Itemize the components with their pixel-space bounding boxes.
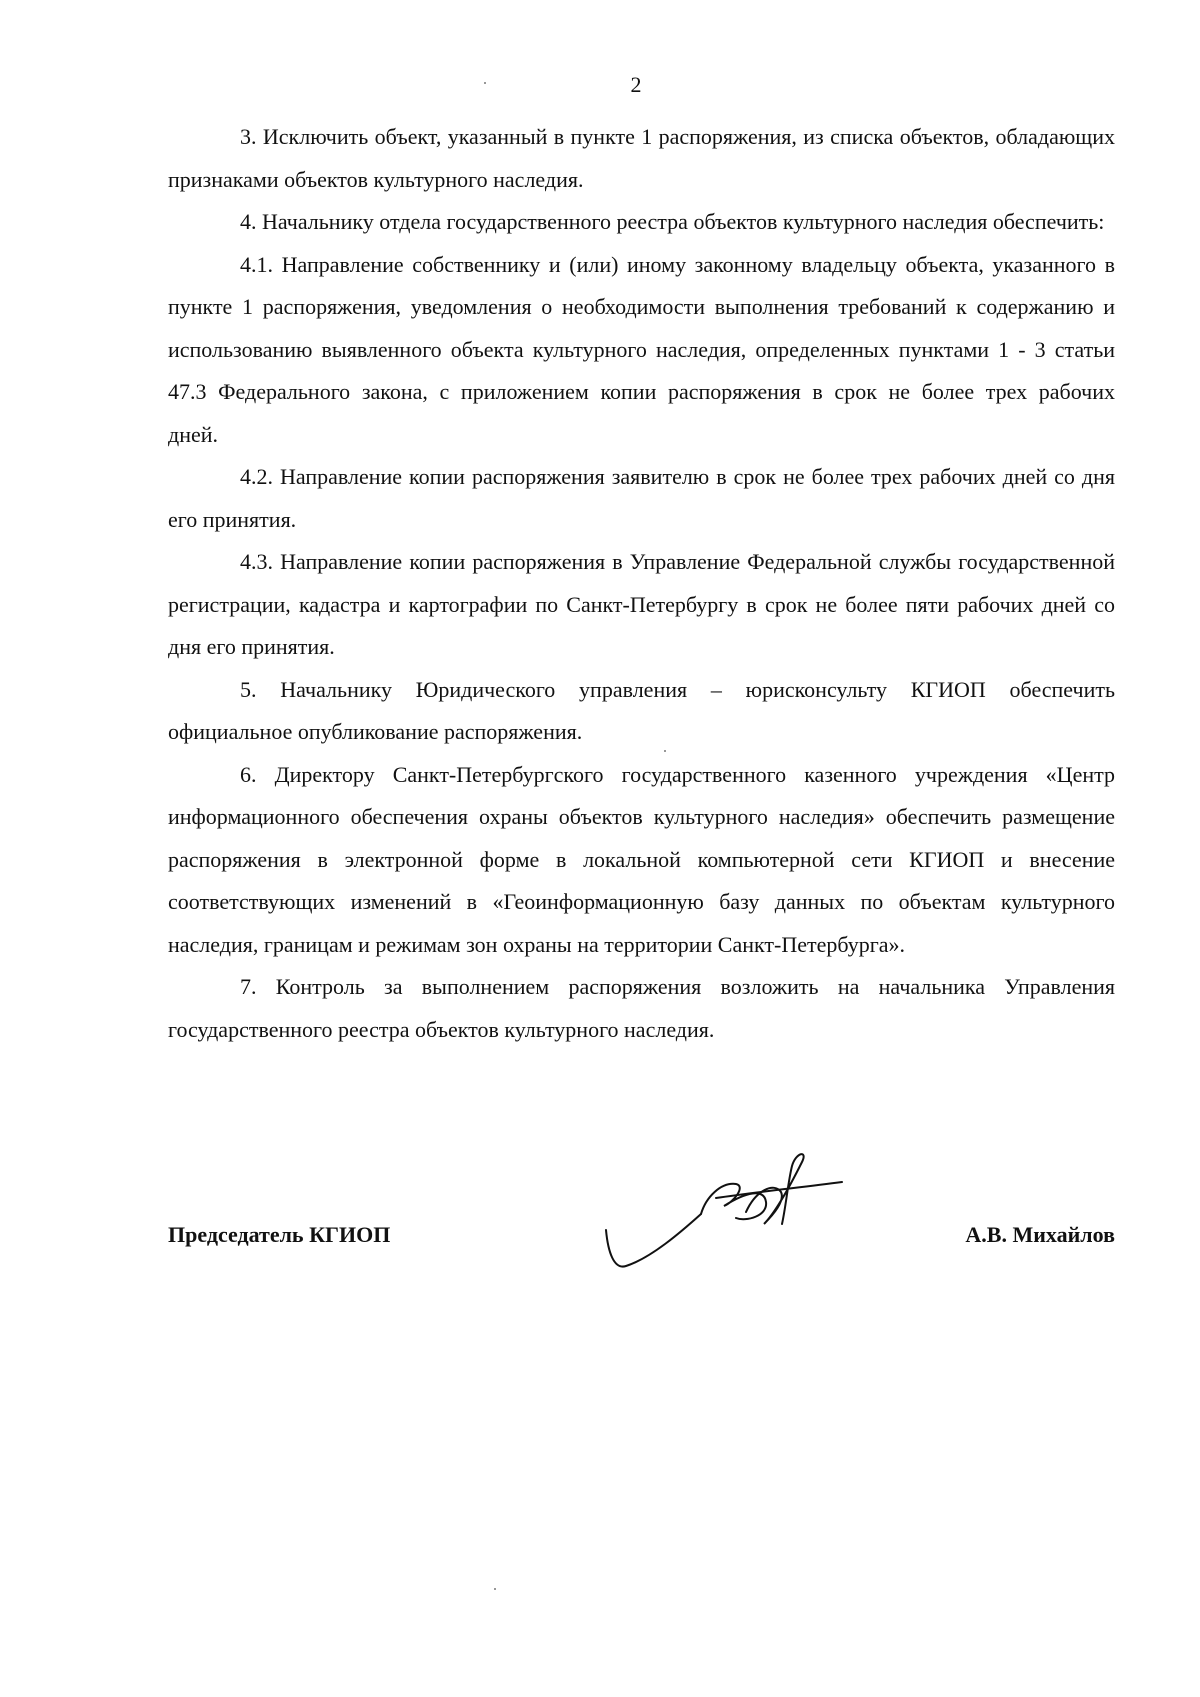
paragraph-4-3: 4.3. Направление копии распоряжения в Управление Федеральной службы государственной регистрации, кадастра и картографии по Санкт-Петербургу в срок не более пяти рабочих дней со дня его принятия. (168, 549, 1115, 659)
signer-title: Председатель КГИОП (168, 1222, 391, 1247)
page-number: 2 (630, 72, 642, 97)
paragraph-4: 4. Начальнику отдела государственного реестра объектов культурного наследия обеспечить: (240, 209, 1105, 234)
signature-block (168, 1190, 1115, 1310)
paragraph-4-2: 4.2. Направление копии распоряжения заявителю в срок не более трех рабочих дней со дня его принятия. (168, 464, 1115, 532)
paragraph-4-1: 4.1. Направление собственнику и (или) иному законному владельцу объекта, указанного в пункте 1 распоряжения, уведомления о необходимости выполнения требований к содержанию и использованию выявленного объекта культурного наследия, определенных пунктами 1 - 3 статьи 47.3 Федерального закона, с приложением копии распоряжения в срок не более трех рабочих дней. (168, 251, 1115, 447)
signer-name: А.В. Михайлов (965, 1222, 1115, 1247)
scan-speck (494, 1588, 496, 1590)
paragraph-3: 3. Исключить объект, указанный в пункте 1 распоряжения, из списка объектов, обладающих признаками объектов культурного наследия. (168, 124, 1115, 192)
document-body (168, 116, 1115, 1051)
paragraph-5: 5. Начальнику Юридического управления – юрисконсульту КГИОП обеспечить официальное опубликование распоряжения. (168, 676, 1115, 744)
scan-speck (664, 750, 666, 752)
paragraph-6: 6. Директору Санкт-Петербургского государственного казенного учреждения «Центр информационного обеспечения охраны объектов культурного наследия» обеспечить размещение распоряжения в электронной форме в локальной компьютерной сети КГИОП и внесение соответствующих изменений в «Геоинформационную базу данных по объектам культурного наследия, границам и режимам зон охраны на территории Санкт-Петербурга». (168, 761, 1115, 957)
paragraph-7: 7. Контроль за выполнением распоряжения возложить на начальника Управления государственного реестра объектов культурного наследия. (168, 974, 1115, 1042)
handwritten-signature (596, 1142, 846, 1282)
scan-speck (484, 82, 486, 84)
